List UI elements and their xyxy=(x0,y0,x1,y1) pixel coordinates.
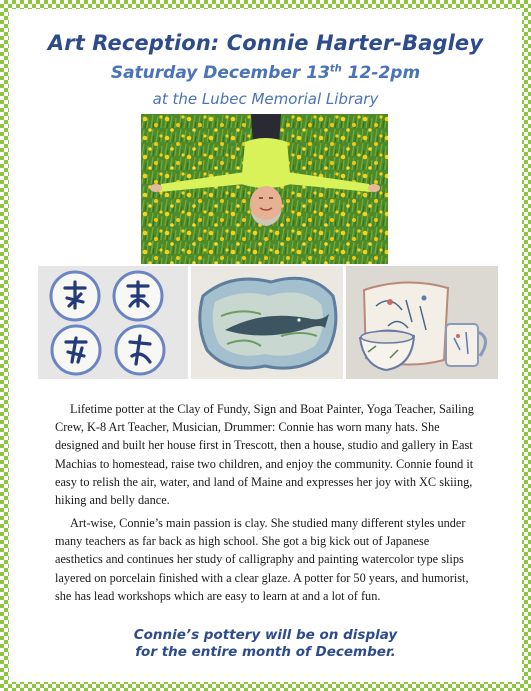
artist-photo xyxy=(141,114,388,264)
porcelain-set-photo xyxy=(346,266,498,379)
event-title: Art Reception: Connie Harter-Bagley xyxy=(47,31,484,55)
event-date-time: 12-2pm xyxy=(341,63,421,83)
event-date xyxy=(0,63,531,83)
event-venue: at the Lubec Memorial Library xyxy=(152,90,379,108)
display-note-line1: Connie’s pottery will be on display xyxy=(133,627,398,643)
fish-platter-photo xyxy=(191,266,343,379)
display-note-line2: for the entire month of December. xyxy=(135,644,396,660)
art-paragraph: Art-wise, Connie’s main passion is clay. She studied many different styles under many teachers as far back as high school. She got a big kick out of Japanese aesthetics and continues her study of calligraphy and painting watercolor type slips layered on porcelain finished with a clear glaze. A potter for 50 years, and humorist, she has lead workshops which are easy to learn at and a lot of fun. xyxy=(55,516,469,603)
event-date-main: Saturday December 13 xyxy=(110,63,330,83)
calligraphy-bowls-photo xyxy=(38,266,188,379)
bio-paragraph: Lifetime potter at the Clay of Fundy, Sign and Boat Painter, Yoga Teacher, Sailing Crew, K-8 Art Teacher, Musician, Drummer: Connie has worn many hats. She designed and built her house first in Trescott, then a house, studio and gallery in East Machias to homestead, raise two children, and enjoy the community. Connie found it easy to relish the air, water, and land of Maine and expresses her joy with XC skiing, hiking and belly dance. xyxy=(55,402,474,508)
event-date-ordinal: th xyxy=(329,63,342,75)
